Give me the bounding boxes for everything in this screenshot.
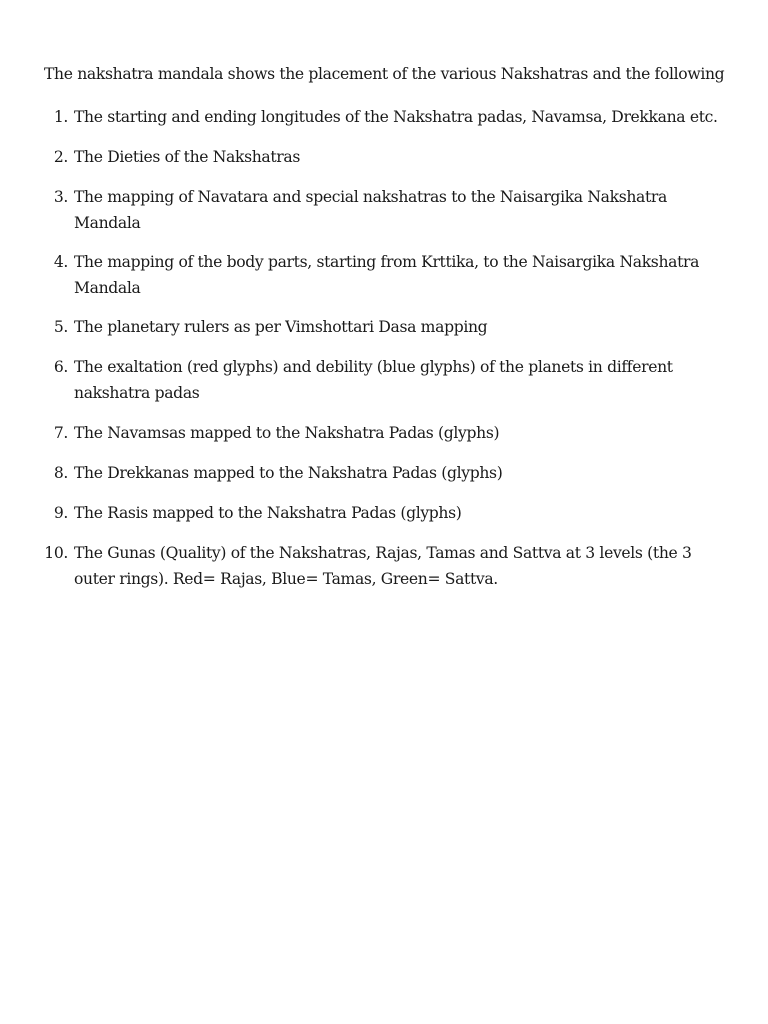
intro-paragraph: The nakshatra mandala shows the placement of the various Nakshatras and the following [44,65,725,83]
list-item-text: The Rasis mapped to the Nakshatra Padas (glyphs) [74,504,462,522]
list-item-text: The exaltation (red glyphs) and debility (blue glyphs) of the planets in different nakshatra padas [74,358,673,402]
list-item-text: The Drekkanas mapped to the Nakshatra Padas (glyphs) [74,464,503,482]
list-item-text: The mapping of Navatara and special nakshatras to the Naisargika Nakshatra Mandala [74,188,667,232]
list-item-number: 10. [44,544,68,562]
list-item-number: 7. [53,424,68,442]
list-item-number: 3. [53,188,68,206]
list-item-number: 9. [53,504,68,522]
list-item-number: 5. [53,318,68,336]
list-item-text: The starting and ending longitudes of the Nakshatra padas, Navamsa, Drekkana etc. [74,108,718,126]
list-item-text: The Dieties of the Nakshatras [74,148,301,166]
list-item-text: The planetary rulers as per Vimshottari Dasa mapping [74,318,488,336]
list-item-number: 4. [53,253,68,271]
list-item-text: The Gunas (Quality) of the Nakshatras, Rajas, Tamas and Sattva at 3 levels (the 3 outer rings). Red= Rajas, Blue= Tamas, Green= Sattva. [74,544,692,588]
list-item-number: 8. [53,464,68,482]
list-item-number: 2. [53,148,68,166]
list-item-number: 1. [53,108,68,126]
list-item-number: 6. [53,358,68,376]
list-item-text: The mapping of the body parts, starting from Krttika, to the Naisargika Nakshatra Mandala [74,253,700,297]
list-item-text: The Navamsas mapped to the Nakshatra Padas (glyphs) [74,424,500,442]
